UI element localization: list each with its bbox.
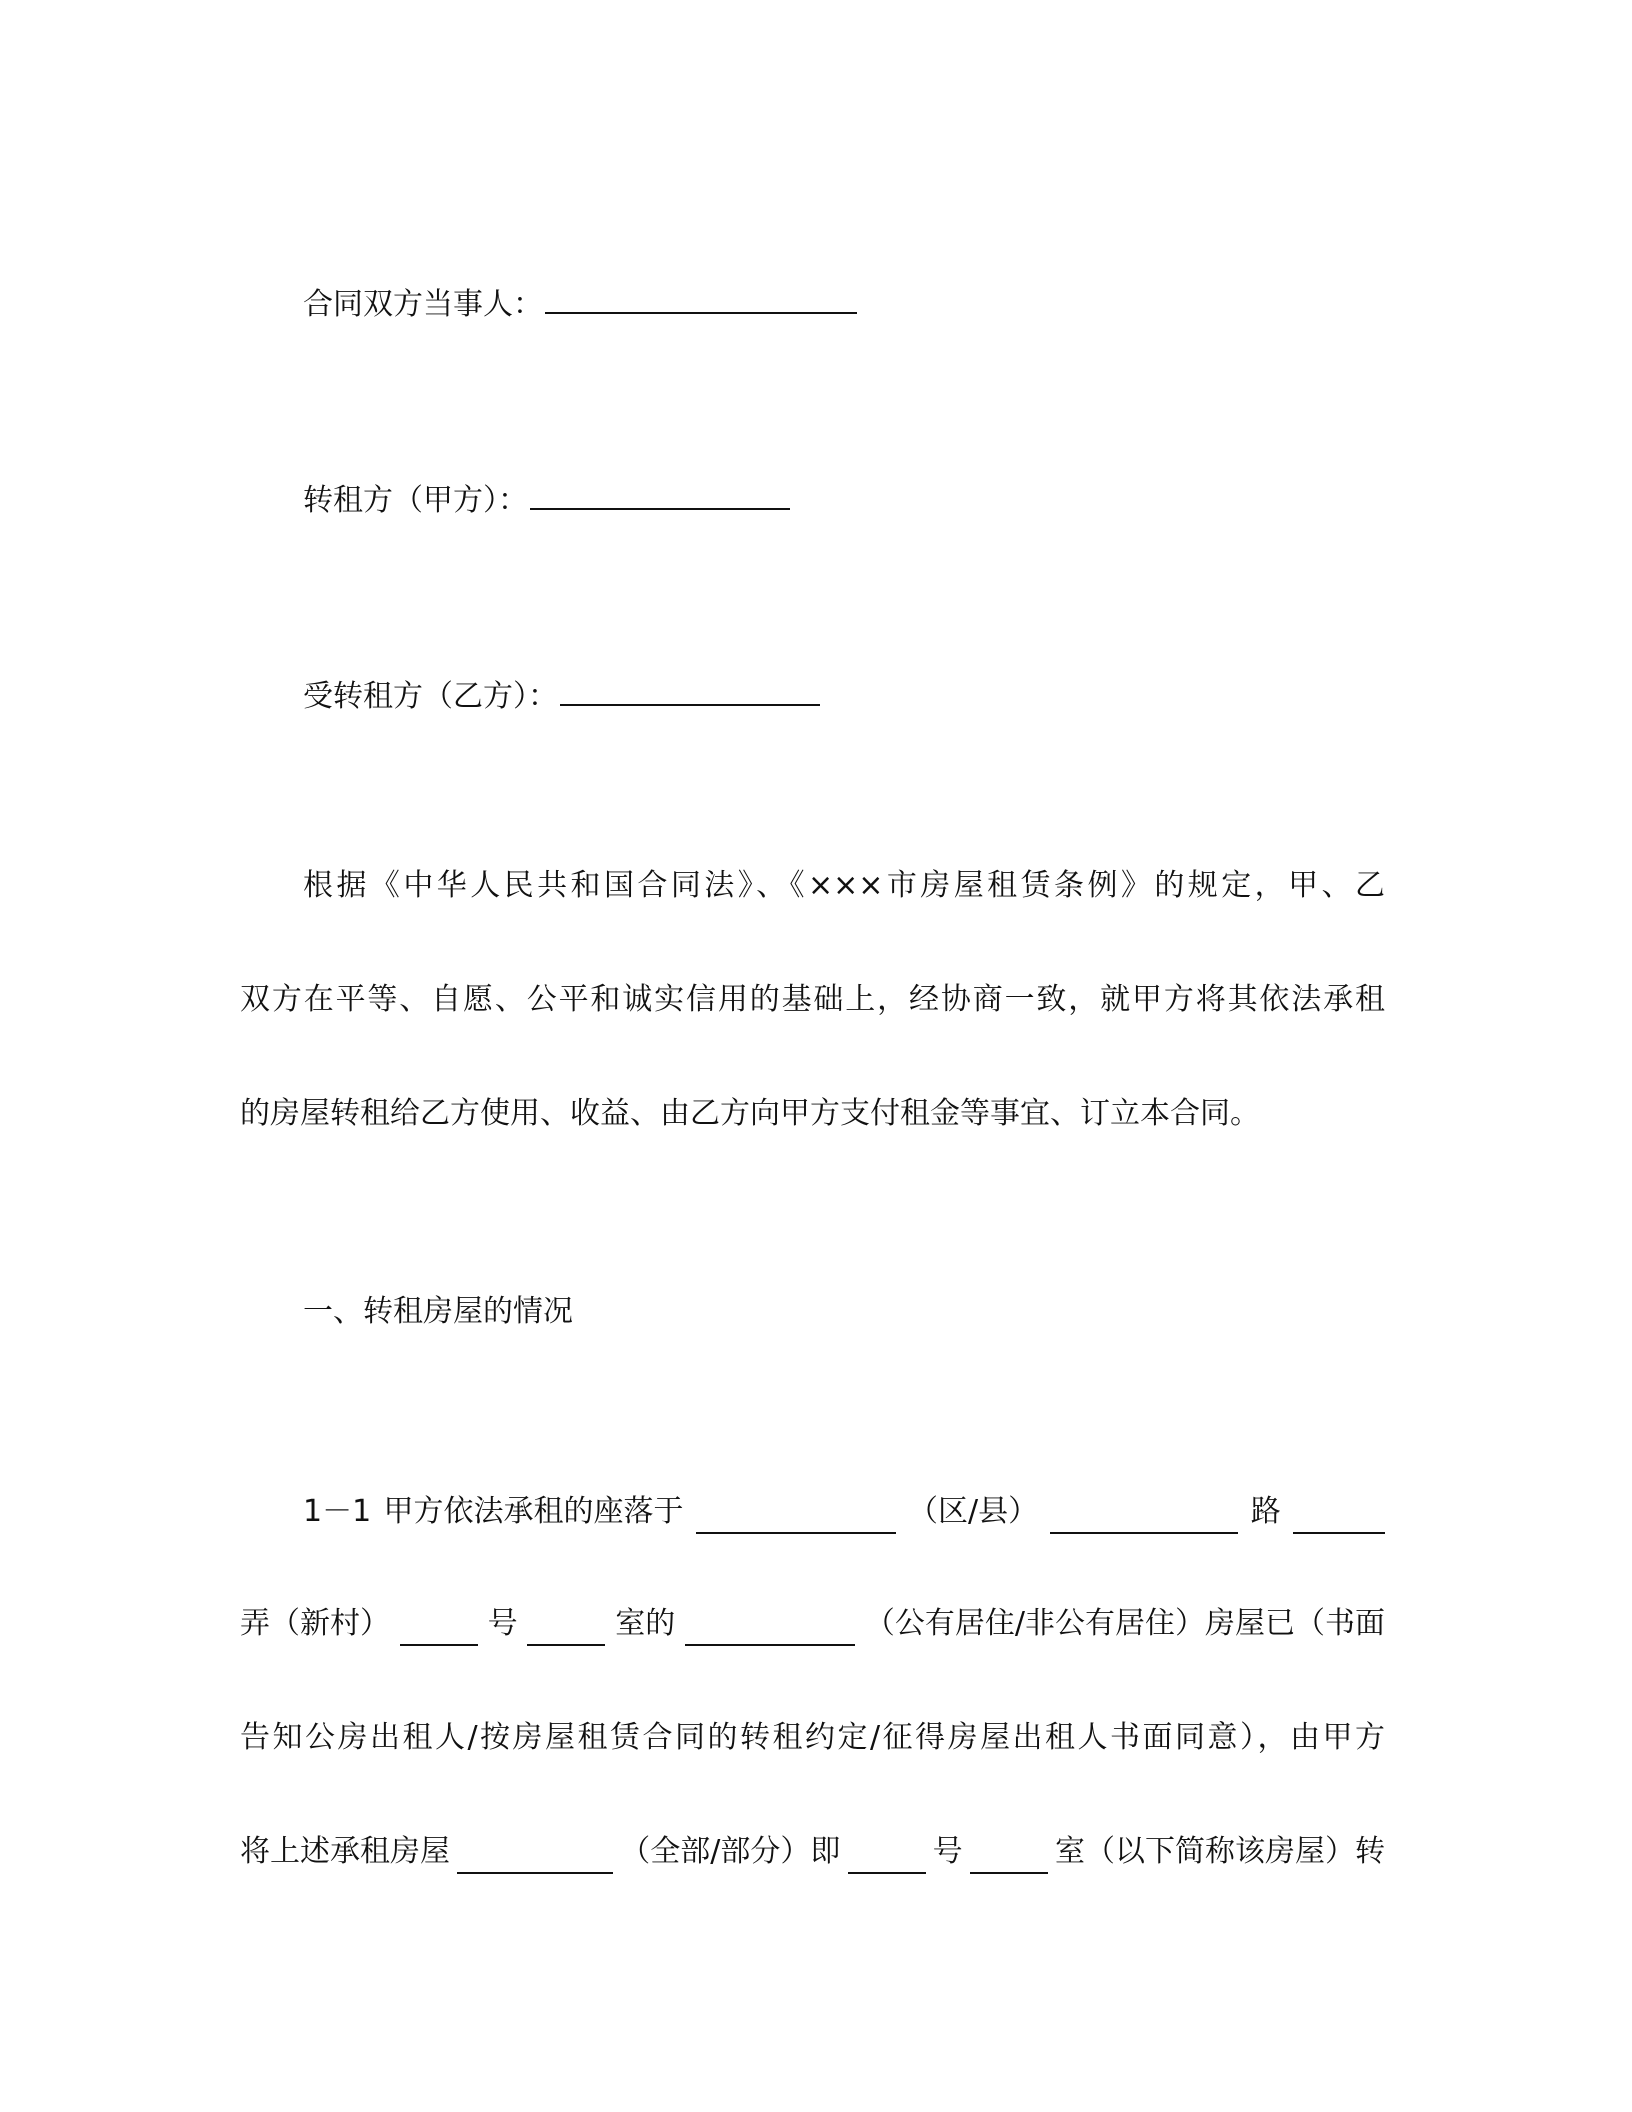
housing-type-label: （公有居住/非公有居住）房屋已（书面 (864, 1606, 1385, 1641)
parties-blank[interactable] (545, 276, 857, 314)
road-label: 路 (1250, 1494, 1281, 1529)
sub-number-blank[interactable] (848, 1838, 926, 1874)
sublessee-label: 受转租方（乙方）： (303, 679, 558, 714)
extent-blank[interactable] (457, 1838, 613, 1874)
sub-number-label: 号 (932, 1834, 963, 1869)
road-blank[interactable] (1050, 1498, 1238, 1534)
clause-1-1-line-4 (240, 1830, 1385, 1874)
sublessee-blank[interactable] (560, 668, 820, 706)
preamble-line-1: 根据《中华人民共和国合同法》、《×××市房屋租赁条例》的规定，甲、乙 (303, 868, 1385, 903)
lane-label: 弄（新村） (240, 1606, 390, 1641)
district-label: （区/县） (908, 1494, 1039, 1529)
clause-1-1-line-2 (240, 1602, 1385, 1646)
extent-label: （全部/部分）即 (620, 1834, 841, 1869)
parties-line (303, 276, 859, 320)
district-blank[interactable] (696, 1498, 896, 1534)
sublessor-blank[interactable] (530, 472, 790, 510)
sub-room-blank[interactable] (970, 1838, 1048, 1874)
preamble-line-3: 的房屋转租给乙方使用、收益、由乙方向甲方支付租金等事宜、订立本合同。 (240, 1096, 1260, 1131)
sublessee-line (303, 668, 822, 712)
sublessor-line (303, 472, 792, 516)
section-1-heading: 一、转租房屋的情况 (303, 1294, 573, 1329)
premises-label: 将上述承租房屋 (240, 1834, 450, 1869)
room-blank[interactable] (527, 1610, 605, 1646)
lane-blank[interactable] (1293, 1498, 1385, 1534)
sub-room-label: 室（以下简称该房屋）转 (1054, 1834, 1385, 1869)
preamble-line-2: 双方在平等、自愿、公平和诚实信用的基础上，经协商一致，就甲方将其依法承租 (240, 982, 1385, 1017)
number-blank[interactable] (400, 1610, 478, 1646)
clause-1-1-line-3: 告知公房出租人/按房屋租赁合同的转租约定/征得房屋出租人书面同意），由甲方 (240, 1720, 1385, 1755)
number-label: 号 (487, 1606, 518, 1641)
clause-number: 1－1 (303, 1494, 372, 1529)
parties-label: 合同双方当事人： (303, 287, 543, 322)
room-label: 室的 (615, 1606, 676, 1641)
clause-1-1-line-1 (303, 1490, 1385, 1534)
clause-text-located: 甲方依法承租的座落于 (383, 1494, 684, 1529)
housing-type-blank[interactable] (685, 1610, 855, 1646)
sublessor-label: 转租方（甲方）： (303, 483, 528, 518)
